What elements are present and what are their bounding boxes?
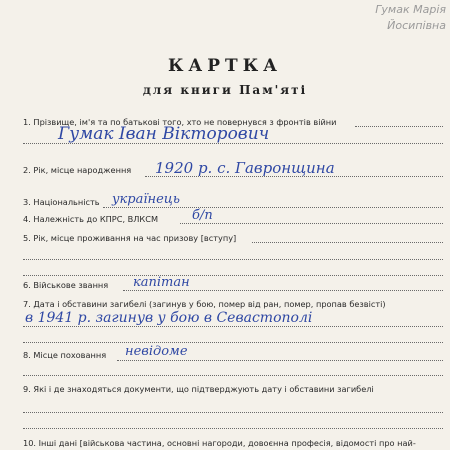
field-7-line-a bbox=[23, 326, 443, 327]
field-1-label: 1. Прізвище, ім'я та по батькові того, хто не повернувся з фронтів війни bbox=[23, 117, 337, 127]
field-7-label: 7. Дата і обставини загибелі (загинув у бою, помер від ран, помер, пропав безвісті) bbox=[23, 299, 386, 309]
card-title: КАРТКА bbox=[167, 56, 283, 76]
field-5-line-a bbox=[252, 242, 443, 243]
field-3-line bbox=[103, 207, 443, 208]
field-1-value: Гумак Іван Вікторович bbox=[58, 124, 270, 144]
field-7-line-b bbox=[23, 342, 443, 343]
field-6-line bbox=[123, 290, 443, 291]
field-8-value: невідоме bbox=[125, 344, 188, 359]
field-9-line-b bbox=[23, 428, 443, 429]
field-6-value: капітан bbox=[133, 275, 190, 290]
field-5-line-b bbox=[23, 259, 443, 260]
field-3-value: українець bbox=[112, 192, 180, 207]
field-5-line-c bbox=[23, 275, 443, 276]
field-2-label: 2. Рік, місце народження bbox=[23, 165, 132, 175]
field-8-line bbox=[117, 360, 443, 361]
field-2-line bbox=[145, 176, 443, 177]
field-4-label: 4. Належність до КПРС, ВЛКСМ bbox=[23, 214, 159, 224]
field-10-label: 10. Інші дані [військова частина, основні нагороди, довоєнна професія, відомості про най- bbox=[23, 438, 416, 448]
field-1-line-b bbox=[23, 143, 443, 144]
field-8-label: 8. Місце поховання bbox=[23, 350, 107, 360]
field-4-line bbox=[180, 223, 443, 224]
field-3-label: 3. Національність bbox=[23, 197, 100, 207]
field-1-line-a bbox=[355, 126, 443, 127]
field-4-value: б/п bbox=[192, 208, 213, 223]
field-9-label: 9. Які і де знаходяться документи, що підтверджують дату і обставини загибелі bbox=[23, 384, 374, 394]
field-8-line-b bbox=[23, 375, 443, 376]
card-subtitle: для книги Пам'яті bbox=[142, 83, 308, 97]
field-6-label: 6. Військове звання bbox=[23, 280, 109, 290]
field-2-value: 1920 р. с. Гавронщина bbox=[155, 159, 335, 177]
corner-note-line-2: Йосипівна bbox=[387, 19, 446, 32]
corner-note-line-1: Гумак Марія bbox=[375, 3, 446, 16]
handwritten-corner-note bbox=[306, 2, 446, 34]
field-7-value: в 1941 р. загинув у бою в Севастополі bbox=[25, 310, 313, 326]
field-9-line-a bbox=[23, 412, 443, 413]
field-5-label: 5. Рік, місце проживання на час призову [вступу] bbox=[23, 233, 237, 243]
